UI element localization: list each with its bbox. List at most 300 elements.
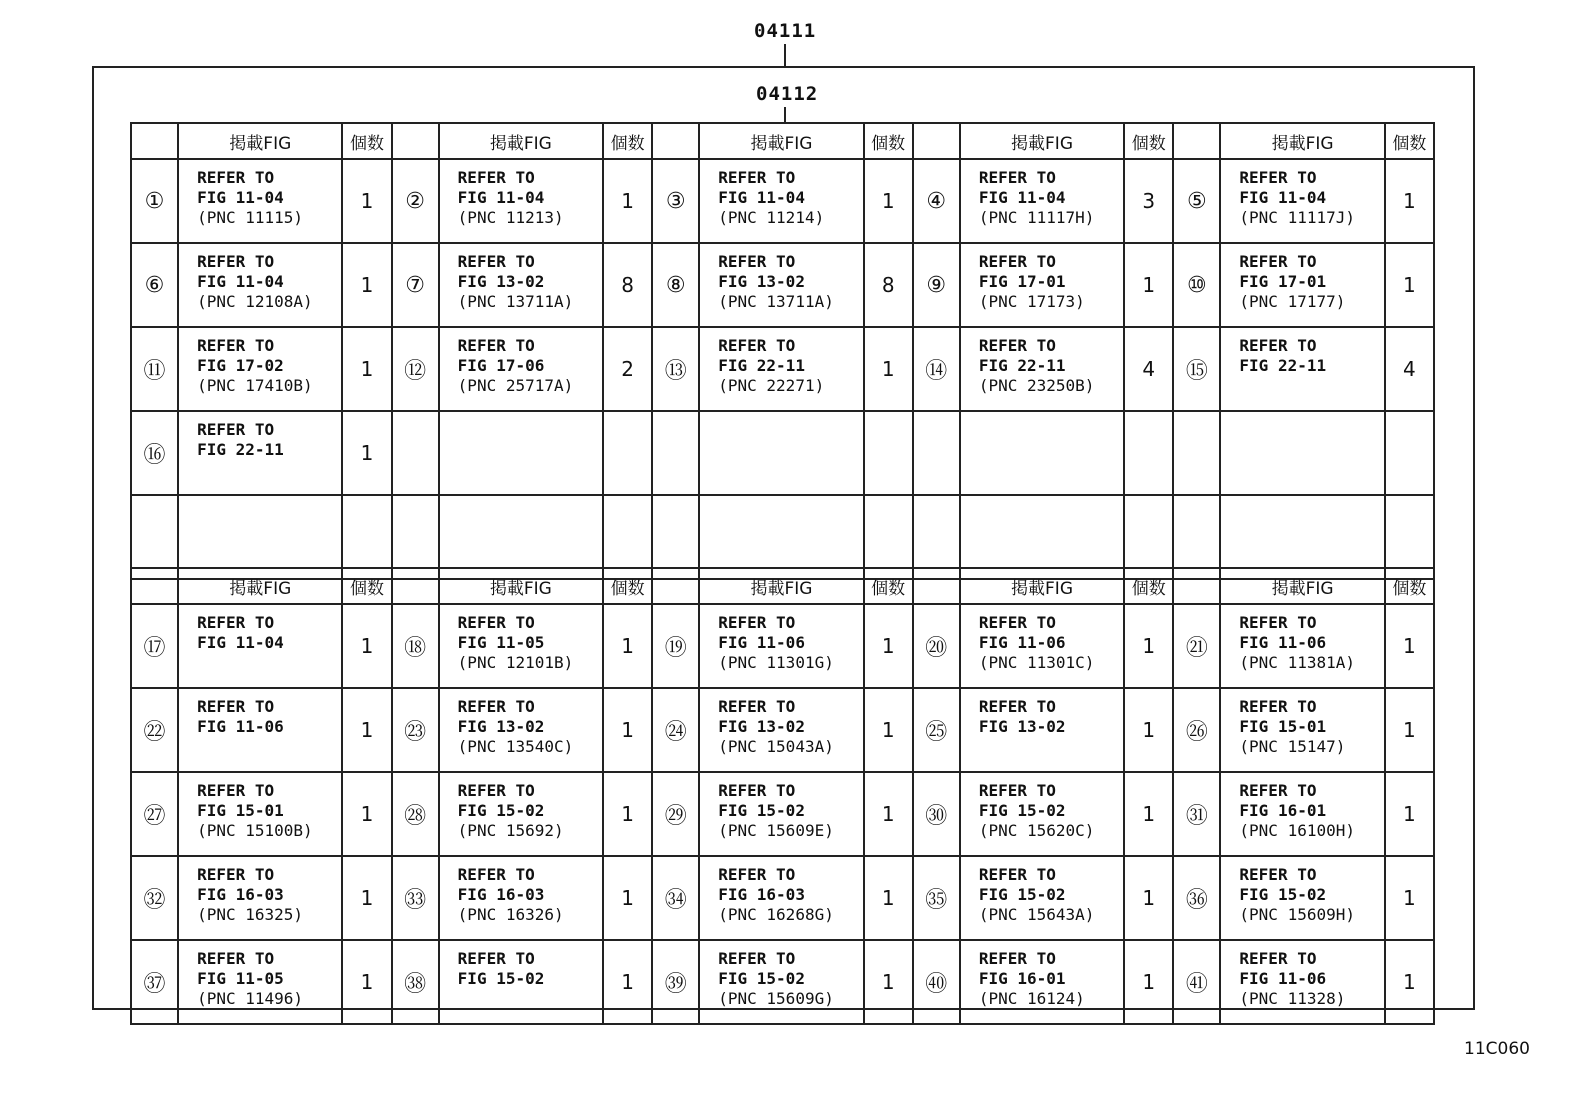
quantity: 1 (1124, 604, 1173, 688)
quantity: 1 (603, 940, 652, 1024)
refer-to-text: REFER TO (978, 252, 1056, 271)
pnc-code: (PNC 13711A) (718, 292, 834, 311)
refer-to-text: REFER TO (457, 781, 535, 800)
header-blank-cell (392, 568, 439, 604)
header-qty: 個数 (342, 123, 391, 159)
item-number: ㊵ (913, 940, 960, 1024)
quantity: 1 (342, 159, 391, 243)
quantity: 3 (1124, 159, 1173, 243)
pnc-code: (PNC 12108A) (197, 292, 313, 311)
assembly-label-04112: 04112 (756, 83, 819, 105)
fig-reference (960, 604, 1124, 688)
refer-to-text: REFER TO (197, 781, 275, 800)
item-number: ③ (652, 159, 699, 243)
fig-number: FIG 16-01 (978, 969, 1066, 988)
fig-reference (699, 604, 863, 688)
pnc-code: (PNC 11496) (197, 989, 304, 1008)
fig-number: FIG 13-02 (457, 717, 545, 736)
item-number: ㉖ (1173, 688, 1220, 772)
pnc-code: (PNC 11214) (718, 208, 825, 227)
fig-reference (699, 940, 863, 1024)
item-number: ㉑ (1173, 604, 1220, 688)
fig-reference (178, 243, 342, 327)
fig-reference (1220, 411, 1384, 495)
header-fig: 掲載FIG (960, 568, 1124, 604)
fig-reference (439, 411, 603, 495)
quantity: 1 (1124, 940, 1173, 1024)
fig-reference (960, 411, 1124, 495)
header-fig: 掲載FIG (699, 568, 863, 604)
fig-reference (960, 772, 1124, 856)
fig-number: FIG 11-05 (457, 633, 545, 652)
fig-reference (699, 688, 863, 772)
item-number: ⑤ (1173, 159, 1220, 243)
header-qty: 個数 (342, 568, 391, 604)
fig-reference (178, 604, 342, 688)
header-qty: 個数 (1385, 123, 1434, 159)
fig-number: FIG 16-01 (1239, 801, 1327, 820)
fig-reference (178, 688, 342, 772)
item-number: ⑰ (131, 604, 178, 688)
refer-to-text: REFER TO (978, 336, 1056, 355)
fig-number: FIG 17-01 (978, 272, 1066, 291)
quantity: 1 (1385, 604, 1434, 688)
quantity: 1 (603, 604, 652, 688)
header-blank-cell (1173, 123, 1220, 159)
item-number: ⑨ (913, 243, 960, 327)
item-number: ㊶ (1173, 940, 1220, 1024)
pnc-code: (PNC 15692) (457, 821, 564, 840)
quantity: 1 (342, 327, 391, 411)
refer-to-text: REFER TO (1239, 949, 1317, 968)
quantity: 1 (603, 772, 652, 856)
fig-number: FIG 15-02 (718, 801, 805, 820)
header-qty: 個数 (1385, 568, 1434, 604)
header-blank-cell (1173, 568, 1220, 604)
fig-number: FIG 17-02 (197, 356, 284, 375)
item-number (913, 411, 960, 495)
fig-number: FIG 15-01 (1239, 717, 1327, 736)
fig-reference (178, 940, 342, 1024)
item-number (1173, 411, 1220, 495)
fig-reference (439, 856, 603, 940)
fig-number: FIG 11-06 (718, 633, 805, 652)
quantity: 4 (1385, 327, 1434, 411)
pnc-code: (PNC 11301C) (978, 653, 1095, 672)
quantity: 1 (603, 159, 652, 243)
refer-to-text: REFER TO (1239, 781, 1317, 800)
table-row (131, 772, 1434, 856)
pnc-code: (PNC 22271) (718, 376, 825, 395)
fig-number: FIG 16-03 (457, 885, 545, 904)
fig-reference (178, 411, 342, 495)
fig-reference (1220, 327, 1384, 411)
quantity: 1 (342, 772, 391, 856)
parts-table-upper (130, 122, 1435, 580)
fig-number: FIG 11-04 (197, 188, 284, 207)
fig-reference (439, 772, 603, 856)
refer-to-text: REFER TO (197, 252, 275, 271)
fig-number: FIG 15-01 (197, 801, 284, 820)
item-number: ㉘ (392, 772, 439, 856)
fig-number: FIG 22-11 (718, 356, 805, 375)
header-blank-cell (392, 123, 439, 159)
fig-number: FIG 17-06 (457, 356, 545, 375)
figure-code: 11C060 (1464, 1039, 1530, 1059)
quantity: 1 (864, 772, 913, 856)
header-qty: 個数 (603, 568, 652, 604)
fig-reference (960, 159, 1124, 243)
refer-to-text: REFER TO (197, 168, 275, 187)
refer-to-text: REFER TO (718, 865, 796, 884)
fig-number: FIG 11-04 (197, 633, 284, 652)
fig-number: FIG 15-02 (718, 969, 805, 988)
header-fig: 掲載FIG (439, 568, 603, 604)
quantity: 1 (864, 604, 913, 688)
fig-reference (439, 327, 603, 411)
header-blank-cell (652, 123, 699, 159)
item-number: ⑬ (652, 327, 699, 411)
fig-number: FIG 13-02 (457, 272, 545, 291)
item-number: ⑩ (1173, 243, 1220, 327)
item-number: ② (392, 159, 439, 243)
fig-number: FIG 22-11 (1239, 356, 1327, 375)
quantity: 2 (603, 327, 652, 411)
pnc-code: (PNC 16124) (978, 989, 1085, 1008)
pnc-code: (PNC 11117H) (978, 208, 1095, 227)
fig-reference (178, 856, 342, 940)
fig-reference (699, 856, 863, 940)
quantity: 1 (342, 604, 391, 688)
quantity: 1 (1124, 856, 1173, 940)
fig-reference (178, 327, 342, 411)
quantity: 8 (603, 243, 652, 327)
pnc-code: (PNC 15147) (1239, 737, 1346, 756)
fig-number: FIG 11-04 (718, 188, 805, 207)
fig-reference (699, 411, 863, 495)
refer-to-text: REFER TO (718, 781, 796, 800)
fig-reference (960, 856, 1124, 940)
fig-number: FIG 13-02 (718, 272, 805, 291)
header-qty: 個数 (1124, 568, 1173, 604)
pnc-code: (PNC 15609E) (718, 821, 834, 840)
item-number: ⑱ (392, 604, 439, 688)
quantity: 1 (864, 327, 913, 411)
quantity: 1 (603, 688, 652, 772)
quantity: 1 (864, 940, 913, 1024)
table-row (131, 940, 1434, 1024)
fig-number: FIG 11-04 (457, 188, 545, 207)
fig-number: FIG 11-05 (197, 969, 284, 988)
quantity: 1 (342, 856, 391, 940)
refer-to-text: REFER TO (197, 865, 275, 884)
refer-to-text: REFER TO (718, 949, 796, 968)
pnc-code: (PNC 16326) (457, 905, 564, 924)
quantity: 1 (864, 159, 913, 243)
refer-to-text: REFER TO (197, 336, 275, 355)
pnc-code: (PNC 13540C) (457, 737, 574, 756)
quantity: 1 (1124, 772, 1173, 856)
item-number: ④ (913, 159, 960, 243)
fig-reference (699, 327, 863, 411)
header-fig: 掲載FIG (1220, 568, 1384, 604)
pnc-code: (PNC 17177) (1239, 292, 1346, 311)
table-row (131, 327, 1434, 411)
table-row (131, 159, 1434, 243)
item-number: ⑦ (392, 243, 439, 327)
fig-reference (439, 940, 603, 1024)
refer-to-text: REFER TO (718, 168, 796, 187)
pnc-code: (PNC 16100H) (1239, 821, 1355, 840)
refer-to-text: REFER TO (197, 613, 275, 632)
table-row (131, 688, 1434, 772)
quantity: 4 (1124, 327, 1173, 411)
item-number: ⑫ (392, 327, 439, 411)
refer-to-text: REFER TO (197, 697, 275, 716)
pnc-code: (PNC 11115) (197, 208, 304, 227)
header-blank-cell (913, 568, 960, 604)
refer-to-text: REFER TO (457, 697, 535, 716)
quantity: 1 (342, 688, 391, 772)
quantity: 8 (864, 243, 913, 327)
quantity (864, 411, 913, 495)
item-number: ⑧ (652, 243, 699, 327)
quantity: 1 (864, 856, 913, 940)
refer-to-text: REFER TO (197, 949, 275, 968)
fig-number: FIG 15-02 (978, 885, 1066, 904)
pnc-code: (PNC 13711A) (457, 292, 574, 311)
refer-to-text: REFER TO (978, 697, 1056, 716)
table-header-row (131, 123, 1434, 159)
pnc-code: (PNC 17410B) (197, 376, 313, 395)
fig-reference (960, 243, 1124, 327)
refer-to-text: REFER TO (457, 252, 535, 271)
fig-reference (960, 327, 1124, 411)
refer-to-text: REFER TO (1239, 865, 1317, 884)
header-fig: 掲載FIG (699, 123, 863, 159)
quantity: 1 (1385, 688, 1434, 772)
pnc-code: (PNC 11301G) (718, 653, 834, 672)
item-number: ⑳ (913, 604, 960, 688)
pnc-code: (PNC 11381A) (1239, 653, 1355, 672)
item-number: ㉝ (392, 856, 439, 940)
item-number: ㉕ (913, 688, 960, 772)
item-number: ㊳ (392, 940, 439, 1024)
fig-reference (178, 159, 342, 243)
fig-number: FIG 15-02 (457, 801, 545, 820)
fig-reference (1220, 159, 1384, 243)
fig-number: FIG 11-06 (978, 633, 1066, 652)
header-qty: 個数 (864, 123, 913, 159)
fig-number: FIG 11-06 (197, 717, 284, 736)
fig-reference (1220, 243, 1384, 327)
item-number: ⑥ (131, 243, 178, 327)
pnc-code: (PNC 15609G) (718, 989, 834, 1008)
pnc-code: (PNC 11117J) (1239, 208, 1355, 227)
header-qty: 個数 (603, 123, 652, 159)
item-number: ㊲ (131, 940, 178, 1024)
fig-reference (1220, 604, 1384, 688)
fig-reference (439, 688, 603, 772)
quantity (1385, 411, 1434, 495)
fig-number: FIG 16-03 (718, 885, 805, 904)
header-fig: 掲載FIG (178, 123, 342, 159)
item-number (652, 411, 699, 495)
item-number: ㉟ (913, 856, 960, 940)
fig-number: FIG 13-02 (978, 717, 1066, 736)
table-header-row (131, 568, 1434, 604)
pnc-code: (PNC 17173) (978, 292, 1085, 311)
refer-to-text: REFER TO (718, 252, 796, 271)
refer-to-text: REFER TO (197, 420, 275, 439)
pnc-code: (PNC 15043A) (718, 737, 834, 756)
table-row (131, 604, 1434, 688)
leader-line-04112 (784, 107, 786, 122)
fig-number: FIG 17-01 (1239, 272, 1327, 291)
refer-to-text: REFER TO (457, 613, 535, 632)
item-number: ㉞ (652, 856, 699, 940)
fig-reference (960, 940, 1124, 1024)
fig-number: FIG 15-02 (978, 801, 1066, 820)
pnc-code: (PNC 15100B) (197, 821, 313, 840)
pnc-code: (PNC 15609H) (1239, 905, 1355, 924)
refer-to-text: REFER TO (457, 865, 535, 884)
fig-reference (699, 159, 863, 243)
refer-to-text: REFER TO (718, 697, 796, 716)
quantity: 1 (1385, 856, 1434, 940)
quantity: 1 (342, 940, 391, 1024)
item-number: ㉔ (652, 688, 699, 772)
refer-to-text: REFER TO (978, 168, 1056, 187)
fig-number: FIG 11-04 (1239, 188, 1327, 207)
header-blank-cell (131, 123, 178, 159)
refer-to-text: REFER TO (978, 865, 1056, 884)
pnc-code: (PNC 11213) (457, 208, 564, 227)
quantity: 1 (1385, 243, 1434, 327)
fig-number: FIG 11-04 (197, 272, 284, 291)
fig-reference (1220, 940, 1384, 1024)
item-number: ㊴ (652, 940, 699, 1024)
quantity: 1 (1385, 772, 1434, 856)
refer-to-text: REFER TO (1239, 336, 1317, 355)
table-row (131, 411, 1434, 495)
pnc-code: (PNC 25717A) (457, 376, 574, 395)
fig-number: FIG 22-11 (978, 356, 1066, 375)
pnc-code: (PNC 15620C) (978, 821, 1095, 840)
item-number: ㉗ (131, 772, 178, 856)
fig-reference (960, 688, 1124, 772)
item-number: ⑭ (913, 327, 960, 411)
fig-number: FIG 13-02 (718, 717, 805, 736)
fig-reference (439, 604, 603, 688)
refer-to-text: REFER TO (1239, 168, 1317, 187)
assembly-label-04111: 04111 (754, 20, 817, 42)
fig-reference (1220, 856, 1384, 940)
pnc-code: (PNC 23250B) (978, 376, 1095, 395)
item-number: ㉙ (652, 772, 699, 856)
refer-to-text: REFER TO (457, 336, 535, 355)
header-fig: 掲載FIG (960, 123, 1124, 159)
refer-to-text: REFER TO (978, 613, 1056, 632)
item-number: ㉜ (131, 856, 178, 940)
pnc-code: (PNC 15643A) (978, 905, 1095, 924)
fig-number: FIG 16-03 (197, 885, 284, 904)
quantity: 1 (342, 243, 391, 327)
fig-reference (178, 772, 342, 856)
header-qty: 個数 (864, 568, 913, 604)
quantity: 1 (1124, 243, 1173, 327)
quantity: 1 (1385, 159, 1434, 243)
pnc-code: (PNC 11328) (1239, 989, 1346, 1008)
quantity: 1 (1385, 940, 1434, 1024)
item-number: ㉓ (392, 688, 439, 772)
pnc-code: (PNC 16325) (197, 905, 304, 924)
refer-to-text: REFER TO (1239, 252, 1317, 271)
fig-reference (699, 772, 863, 856)
fig-reference (439, 243, 603, 327)
item-number: ㉚ (913, 772, 960, 856)
item-number: ① (131, 159, 178, 243)
pnc-code: (PNC 12101B) (457, 653, 574, 672)
header-qty: 個数 (1124, 123, 1173, 159)
fig-reference (1220, 688, 1384, 772)
refer-to-text: REFER TO (718, 336, 796, 355)
table-row (131, 243, 1434, 327)
refer-to-text: REFER TO (457, 949, 535, 968)
item-number: ⑮ (1173, 327, 1220, 411)
header-fig: 掲載FIG (178, 568, 342, 604)
refer-to-text: REFER TO (1239, 697, 1317, 716)
quantity: 1 (342, 411, 391, 495)
refer-to-text: REFER TO (978, 949, 1056, 968)
pnc-code: (PNC 16268G) (718, 905, 834, 924)
item-number: ⑪ (131, 327, 178, 411)
quantity (603, 411, 652, 495)
refer-to-text: REFER TO (978, 781, 1056, 800)
header-fig: 掲載FIG (439, 123, 603, 159)
fig-reference (439, 159, 603, 243)
header-blank-cell (131, 568, 178, 604)
item-number: ㉛ (1173, 772, 1220, 856)
fig-number: FIG 11-04 (978, 188, 1066, 207)
header-blank-cell (652, 568, 699, 604)
quantity: 1 (864, 688, 913, 772)
fig-reference (699, 243, 863, 327)
leader-line-04111 (784, 44, 786, 66)
refer-to-text: REFER TO (457, 168, 535, 187)
fig-number: FIG 22-11 (197, 440, 284, 459)
quantity: 1 (1124, 688, 1173, 772)
item-number: ㉒ (131, 688, 178, 772)
item-number (392, 411, 439, 495)
quantity: 1 (603, 856, 652, 940)
fig-number: FIG 15-02 (1239, 885, 1327, 904)
header-fig: 掲載FIG (1220, 123, 1384, 159)
header-blank-cell (913, 123, 960, 159)
item-number: ⑯ (131, 411, 178, 495)
quantity (1124, 411, 1173, 495)
fig-number: FIG 11-06 (1239, 969, 1327, 988)
item-number: ⑲ (652, 604, 699, 688)
fig-number: FIG 15-02 (457, 969, 545, 988)
table-row (131, 856, 1434, 940)
fig-reference (1220, 772, 1384, 856)
refer-to-text: REFER TO (718, 613, 796, 632)
item-number: ㊱ (1173, 856, 1220, 940)
refer-to-text: REFER TO (1239, 613, 1317, 632)
fig-number: FIG 11-06 (1239, 633, 1327, 652)
parts-table-lower (130, 567, 1435, 1025)
